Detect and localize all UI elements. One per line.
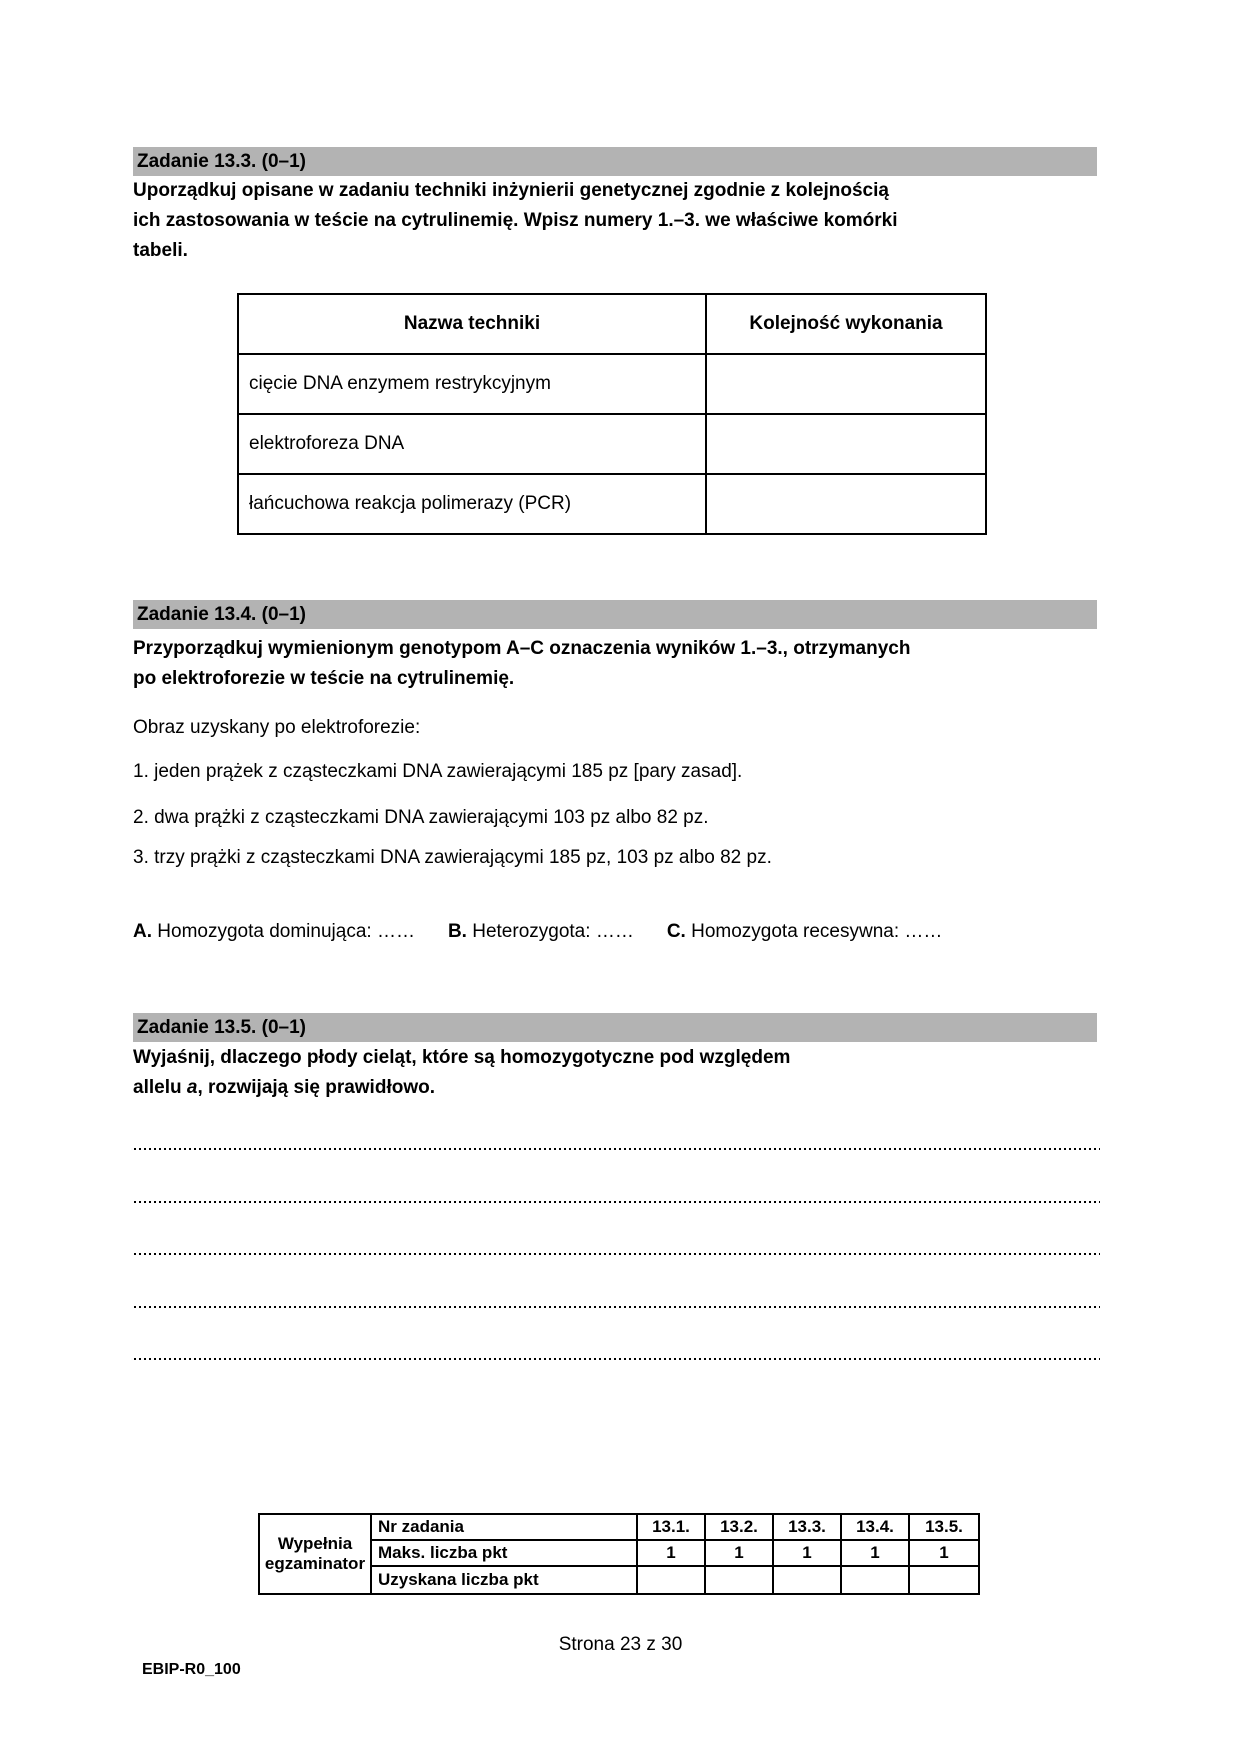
task-13-4-header: Zadanie 13.4. (0–1): [133, 600, 1097, 629]
max-points-cell: 1: [705, 1540, 773, 1566]
answer-line[interactable]: [134, 1306, 1100, 1308]
task-13-5-header: Zadanie 13.5. (0–1): [133, 1013, 1097, 1042]
answer-dots-field[interactable]: ……: [376, 921, 415, 942]
instruction-line: [133, 1073, 1118, 1103]
task-13-4-instruction: [133, 634, 1118, 694]
order-input-cell[interactable]: [706, 414, 986, 474]
table-row: [238, 474, 986, 534]
task-number-cell: 13.5.: [909, 1514, 979, 1540]
table-header-row: [238, 294, 986, 354]
table-row: [238, 414, 986, 474]
answer-label: A.: [133, 921, 152, 942]
score-input-cell[interactable]: [909, 1566, 979, 1594]
score-row-task-numbers: [259, 1514, 979, 1540]
answer-label: B.: [447, 921, 467, 942]
answer-text: Homozygota dominująca:: [157, 921, 372, 942]
technique-cell: cięcie DNA enzymem restrykcyjnym: [238, 354, 706, 414]
answer-line[interactable]: [134, 1358, 1100, 1360]
instruction-fragment: allelu: [133, 1077, 187, 1098]
max-points-cell: 1: [841, 1540, 909, 1566]
answer-text: Homozygota recesywna:: [691, 921, 900, 942]
allele-symbol: a: [186, 1077, 198, 1098]
column-header-technique: Nazwa techniki: [238, 294, 706, 354]
examiner-label-line: Wypełnia: [277, 1534, 353, 1553]
instruction-fragment: , rozwijają się prawidłowo.: [197, 1077, 435, 1098]
task-number-cell: 13.1.: [637, 1514, 705, 1540]
column-header-order: Kolejność wykonania: [706, 294, 986, 354]
technique-order-table: [237, 293, 987, 535]
instruction-line: ich zastosowania w teście na cytrulinemię. Wpisz numery 1.–3. we właściwe komórki: [133, 210, 898, 231]
examiner-fills-label: [259, 1514, 371, 1594]
examiner-label-line: egzaminator: [264, 1554, 366, 1573]
instruction-line: tabeli.: [133, 240, 188, 261]
answer-line[interactable]: [134, 1148, 1100, 1150]
task-number-cell: 13.2.: [705, 1514, 773, 1540]
document-code: EBIP-R0_100: [142, 1661, 241, 1678]
score-input-cell[interactable]: [773, 1566, 841, 1594]
row-label-task-number: Nr zadania: [371, 1514, 637, 1540]
order-input-cell[interactable]: [706, 354, 986, 414]
instruction-line: Uporządkuj opisane w zadaniu techniki inżynierii genetycznej zgodnie z kolejnością: [133, 180, 889, 201]
answer-group-b: [448, 917, 634, 947]
row-label-max-points: Maks. liczba pkt: [371, 1540, 637, 1566]
table-row: [238, 354, 986, 414]
answer-dots-field[interactable]: ……: [595, 921, 634, 942]
result-item-3: 3. trzy prążki z cząsteczkami DNA zawierającymi 185 pz, 103 pz albo 82 pz.: [133, 847, 772, 868]
task-13-3-instruction: [133, 176, 1118, 266]
technique-cell: elektroforeza DNA: [238, 414, 706, 474]
max-points-cell: 1: [637, 1540, 705, 1566]
genotype-answers-row: [133, 917, 1123, 947]
result-item-2: 2. dwa prążki z cząsteczkami DNA zawierającymi 103 pz albo 82 pz.: [133, 807, 709, 828]
answer-group-a: [133, 917, 415, 947]
row-label-earned-points: Uzyskana liczba pkt: [371, 1566, 637, 1594]
task-13-5-instruction: [133, 1043, 1118, 1103]
examiner-score-table: [258, 1513, 980, 1595]
task-number-cell: 13.4.: [841, 1514, 909, 1540]
answer-label: C.: [666, 921, 686, 942]
instruction-line: Wyjaśnij, dlaczego płody cieląt, które są homozygotyczne pod względem: [133, 1047, 791, 1068]
order-input-cell[interactable]: [706, 474, 986, 534]
answer-dots-field[interactable]: ……: [904, 921, 943, 942]
answer-text: Heterozygota:: [472, 921, 591, 942]
score-input-cell[interactable]: [705, 1566, 773, 1594]
technique-cell: łańcuchowa reakcja polimerazy (PCR): [238, 474, 706, 534]
score-input-cell[interactable]: [841, 1566, 909, 1594]
task-13-3-header: Zadanie 13.3. (0–1): [133, 147, 1097, 176]
task-number-cell: 13.3.: [773, 1514, 841, 1540]
result-item-1: 1. jeden prążek z cząsteczkami DNA zawierającymi 185 pz [pary zasad].: [133, 761, 743, 782]
answer-group-c: [667, 917, 943, 947]
max-points-cell: 1: [909, 1540, 979, 1566]
instruction-line: Przyporządkuj wymienionym genotypom A–C oznaczenia wyników 1.–3., otrzymanych: [133, 638, 911, 659]
page-number: Strona 23 z 30: [558, 1634, 683, 1655]
answer-line[interactable]: [134, 1253, 1100, 1255]
score-input-cell[interactable]: [637, 1566, 705, 1594]
instruction-line: po elektroforezie w teście na cytrulinemię.: [133, 668, 515, 689]
answer-line[interactable]: [134, 1201, 1100, 1203]
max-points-cell: 1: [773, 1540, 841, 1566]
electrophoresis-intro: Obraz uzyskany po elektroforezie:: [133, 717, 421, 738]
